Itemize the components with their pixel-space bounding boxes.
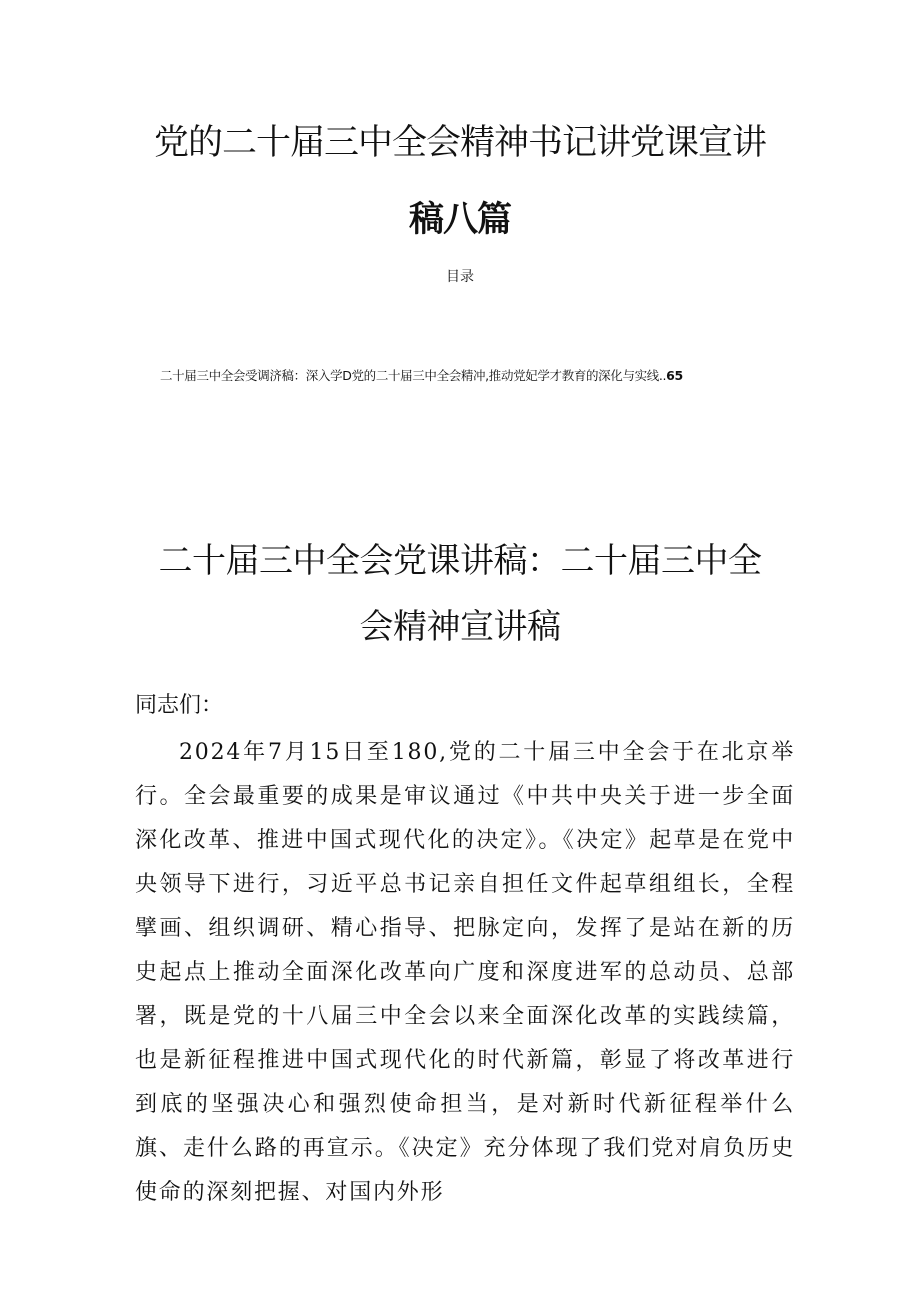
toc-heading: 目录 [446, 269, 474, 285]
document-title-line-1: 党的二十届三中全会精神书记讲党课宣讲 [153, 123, 766, 163]
salutation: 同志们： [135, 693, 224, 718]
toc-entry-page: 65 [666, 368, 683, 383]
section-title-line-2: 会精神宣讲稿 [359, 607, 561, 647]
toc-entry[interactable] [160, 370, 760, 383]
toc-entry-text: 二十届三中全会受调济稿：深入学D党的二十届三中全会精冲,推动党妃学才教育的深化与实线.. [160, 368, 667, 383]
section-title-line-1: 二十届三中全会党课讲稿：二十届三中全 [158, 541, 762, 581]
body-paragraph: 2024年7月15日至180,党的二十届三中全会于在北京举行。全会最重要的成果是审议通过《中共中央关于进一步全面深化改革、推进中国式现代化的决定》。《决定》起草是在党中央领导下进行，习近平总书记亲自担任文件起草组组长，全程擘画、组织调研、精心指导、把脉定向，发挥了是站在新的历史起点上推动全面深化改革向广度和深度进军的总动员、总部署，既是党的十八届三中全会以来全面深化改革的实践续篇，也是新征程推进中国式现代化的时代新篇，彰显了将改革进行到底的坚强决心和强烈使命担当，是对新时代新征程举什么旗、走什么路的再宣示。《决定》充分体现了我们党对肩负历史使命的深刻把握、对国内外形 [135, 740, 795, 1205]
document-title-line-2: 稿八篇 [408, 200, 511, 240]
